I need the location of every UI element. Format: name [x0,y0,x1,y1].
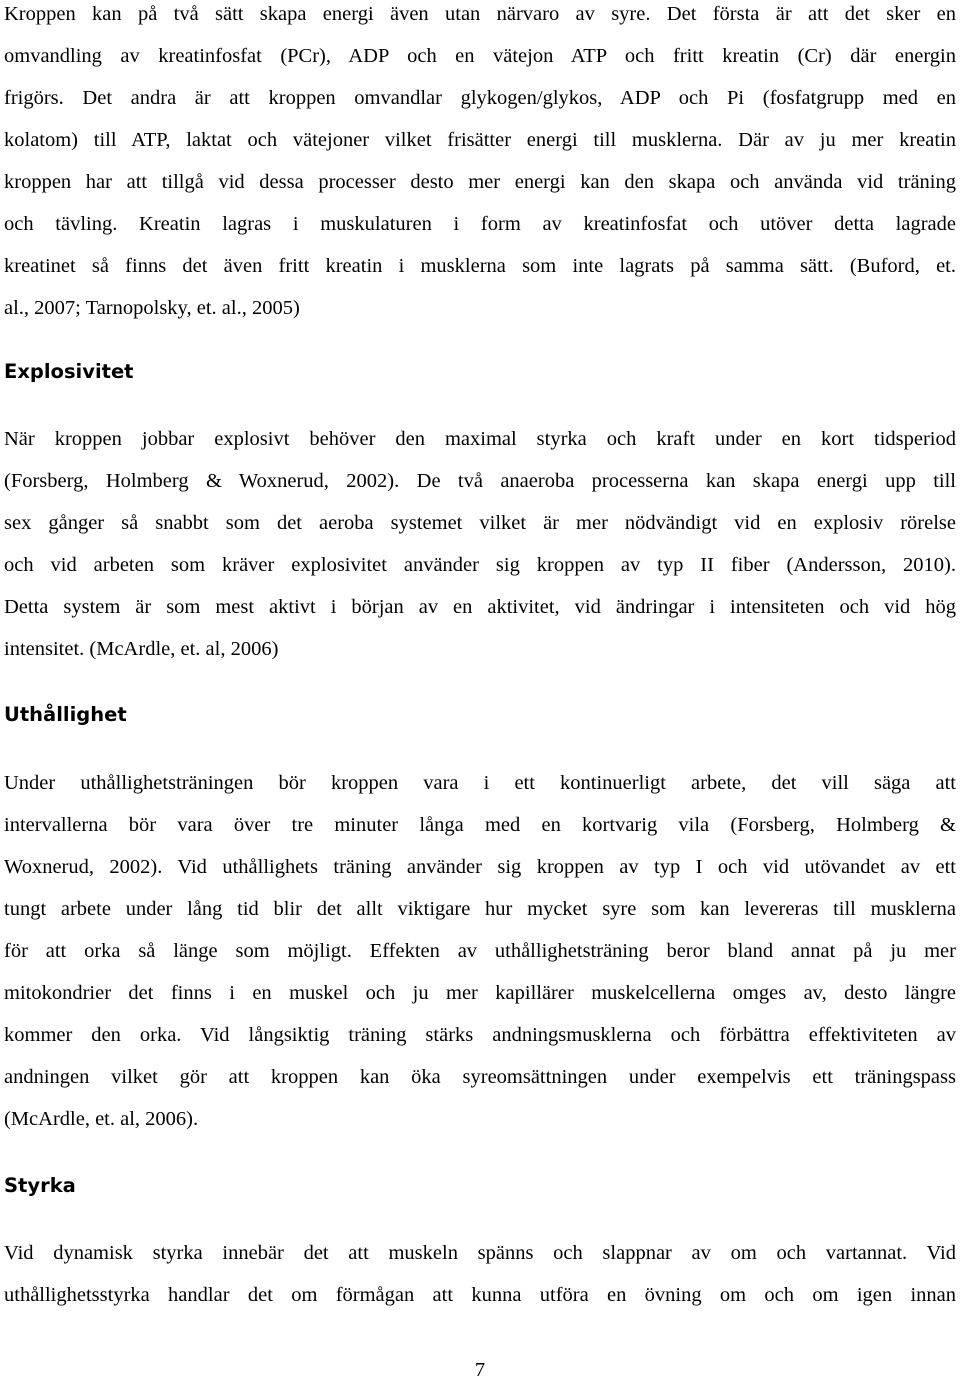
text-line: Kroppen kan på två sätt skapa energi även utan närvaro av syre. Det första är att det sker en [4,3,956,25]
text-line: Detta system är som mest aktivt i början av en aktivitet, vid ändringar i intensiteten och vid hög [4,596,956,618]
text-line: omvandling av kreatinfosfat (PCr), ADP och en vätejon ATP och fritt kreatin (Cr) där energin [4,45,956,67]
text-line: När kroppen jobbar explosivt behöver den maximal styrka och kraft under en kort tidsperiod [4,428,956,450]
text-line: intensitet. (McArdle, et. al, 2006) [4,638,279,660]
text-line: Vid dynamisk styrka innebär det att muskeln spänns och slappnar av om och vartannat. Vid [4,1242,956,1264]
section-heading-styrka: Styrka [4,1174,76,1197]
text-line: frigörs. Det andra är att kroppen omvandlar glykogen/glykos, ADP och Pi (fosfatgrupp med en [4,87,956,109]
text-line: Woxnerud, 2002). Vid uthållighets träning använder sig kroppen av typ I och vid utövandet av ett [4,856,956,878]
paragraph-uthallighet [4,762,956,1140]
page-number: 7 [474,1359,486,1381]
text-line: uthållighetsstyrka handlar det om förmågan att kunna utföra en övning om och om igen innan [4,1284,956,1306]
text-line: Under uthållighetsträningen bör kroppen vara i ett kontinuerligt arbete, det vill säga att [4,772,956,794]
text-line: och vid arbeten som kräver explosivitet använder sig kroppen av typ II fiber (Andersson, 2010). [4,554,956,576]
text-line: kommer den orka. Vid långsiktig träning stärks andningsmusklerna och förbättra effektiviteten av [4,1024,956,1046]
text-line: kreatinet så finns det även fritt kreatin i musklerna som inte lagrats på samma sätt. (Buford, et. [4,255,956,277]
text-line: andningen vilket gör att kroppen kan öka syreomsättningen under exempelvis ett träningspass [4,1066,956,1088]
paragraph-intro [4,0,956,329]
text-line: kroppen har att tillgå vid dessa processer desto mer energi kan den skapa och använda vid träning [4,171,956,193]
paragraph-explosivitet [4,418,956,670]
section-heading-uthallighet: Uthållighet [4,703,127,726]
text-line: (Forsberg, Holmberg & Woxnerud, 2002). De två anaeroba processerna kan skapa energi upp till [4,470,956,492]
section-heading-explosivitet: Explosivitet [4,360,134,383]
text-line: al., 2007; Tarnopolsky, et. al., 2005) [4,297,300,319]
text-line: sex gånger så snabbt som det aeroba systemet vilket är mer nödvändigt vid en explosiv rörelse [4,512,956,534]
paragraph-styrka [4,1232,956,1316]
text-line: mitokondrier det finns i en muskel och ju mer kapillärer muskelcellerna omges av, desto längre [4,982,956,1004]
text-line: tungt arbete under lång tid blir det allt viktigare hur mycket syre som kan levereras till musklerna [4,898,956,920]
text-line: och tävling. Kreatin lagras i muskulaturen i form av kreatinfosfat och utöver detta lagrade [4,213,956,235]
text-line: för att orka så länge som möjligt. Effekten av uthållighetsträning beror bland annat på ju mer [4,940,956,962]
text-line: intervallerna bör vara över tre minuter långa med en kortvarig vila (Forsberg, Holmberg & [4,814,956,836]
text-line: (McArdle, et. al, 2006). [4,1108,199,1130]
text-line: kolatom) till ATP, laktat och vätejoner vilket frisätter energi till musklerna. Där av ju mer kreatin [4,129,956,151]
